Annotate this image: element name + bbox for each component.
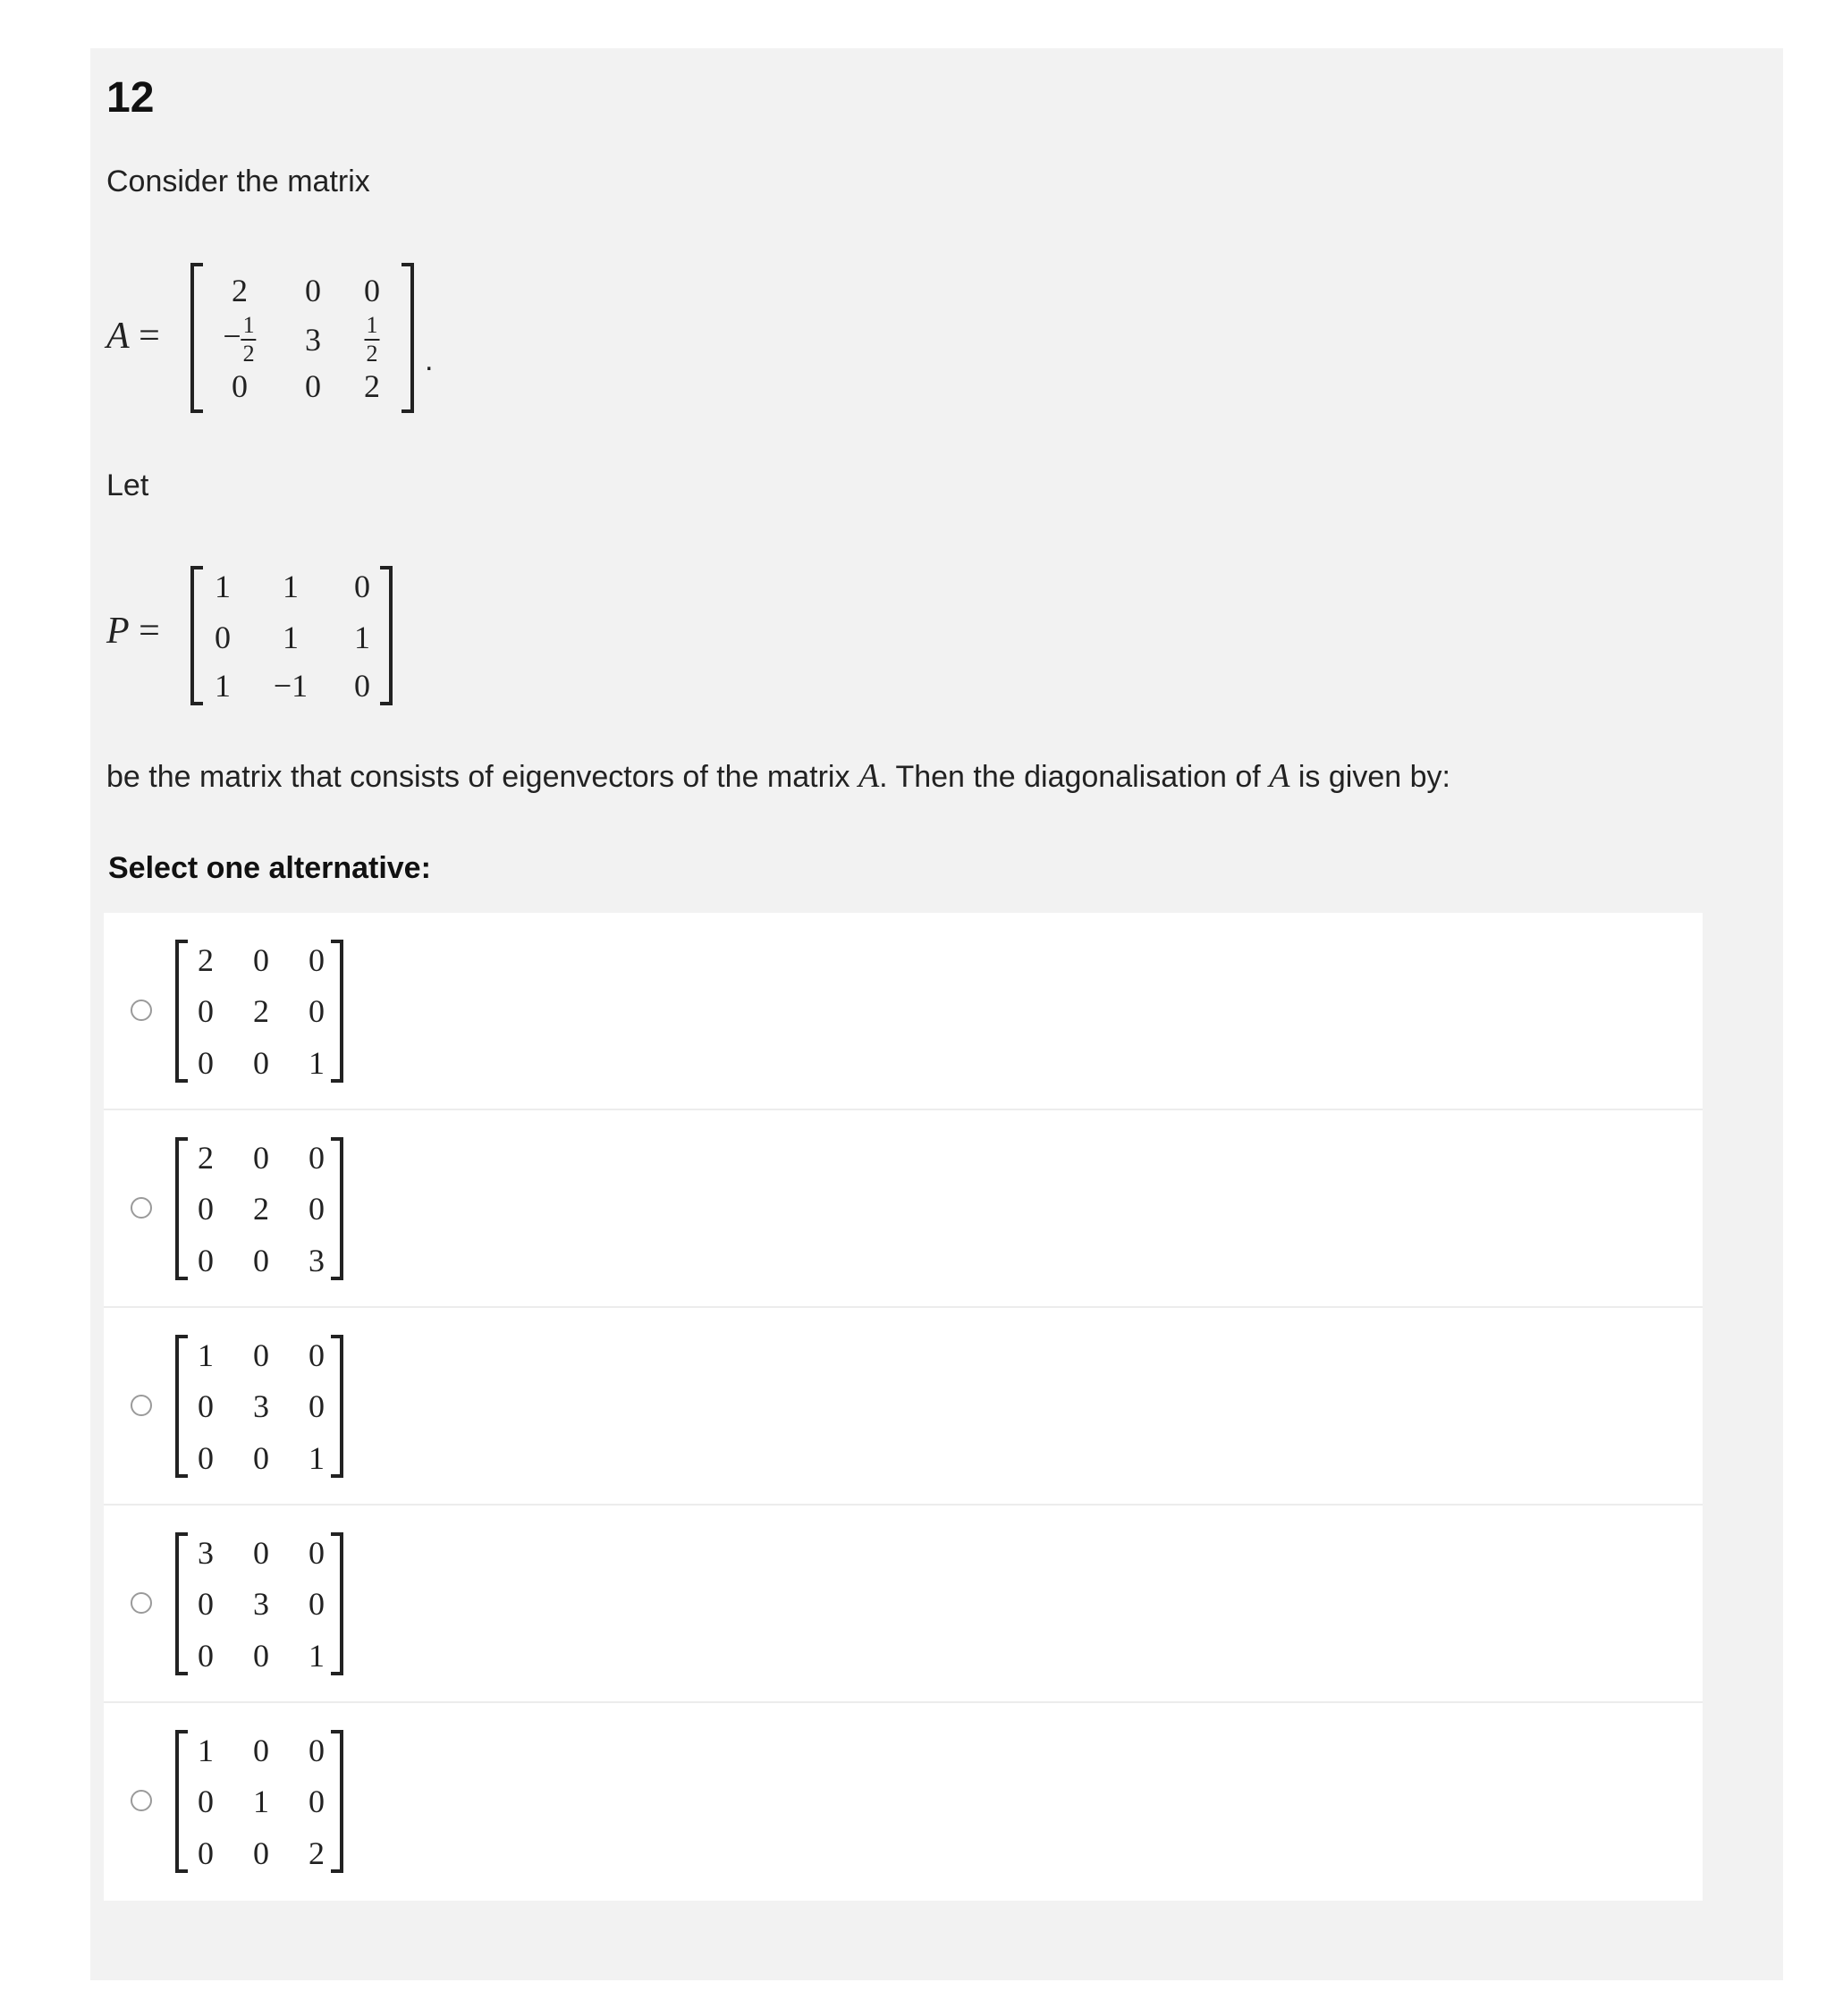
- option-5-matrix-cell-r3c3: 2: [309, 1835, 325, 1871]
- matrix-a-cell-r3c1: 0: [232, 368, 248, 404]
- question-number: 12: [106, 74, 155, 122]
- option-5-matrix-cell-r2c2: 1: [253, 1784, 269, 1819]
- matrix-a-cell-r3c2: 0: [305, 368, 321, 404]
- option-2-matrix-cell-r1c3: 0: [309, 1140, 325, 1176]
- option-5[interactable]: [104, 1703, 1703, 1901]
- option-3-matrix-cell-r2c1: 0: [198, 1388, 214, 1424]
- option-5-matrix-cell-r1c2: 0: [253, 1733, 269, 1768]
- option-4-matrix-cell-r1c1: 3: [198, 1535, 214, 1571]
- question-sentence: [106, 756, 1450, 796]
- option-3-matrix-cell-r3c3: 1: [309, 1440, 325, 1476]
- option-5-matrix-cell-r1c1: 1: [198, 1733, 214, 1768]
- option-5-matrix-cell-r2c3: 0: [309, 1784, 325, 1819]
- option-5-matrix: [175, 1730, 343, 1873]
- option-5-matrix-cell-r3c1: 0: [198, 1835, 214, 1871]
- left-bracket: [175, 1137, 188, 1280]
- radio-unselected-icon[interactable]: [131, 1592, 152, 1614]
- option-5-matrix-cell-r1c3: 0: [309, 1733, 325, 1768]
- option-3-matrix-cell-r1c3: 0: [309, 1337, 325, 1373]
- matrix-p-cell-r2c3: 1: [354, 620, 370, 655]
- right-bracket: [331, 1730, 343, 1873]
- option-4-matrix-cell-r2c3: 0: [309, 1586, 325, 1622]
- matrix-p-cell-r1c2: 1: [283, 569, 299, 604]
- matrix-a-variable: A: [106, 316, 130, 357]
- right-bracket: [331, 1532, 343, 1675]
- option-3-matrix-cell-r2c3: 0: [309, 1388, 325, 1424]
- option-2-matrix-cell-r2c1: 0: [198, 1191, 214, 1227]
- option-2-matrix-cell-r1c2: 0: [253, 1140, 269, 1176]
- radio-unselected-icon[interactable]: [131, 1000, 152, 1021]
- radio-unselected-icon[interactable]: [131, 1197, 152, 1219]
- option-4-matrix-cell-r3c2: 0: [253, 1638, 269, 1674]
- matrix-a-cell-r2c2: 3: [305, 322, 321, 358]
- right-bracket: [380, 566, 393, 705]
- equals-sign: =: [129, 611, 160, 652]
- question-panel: [90, 48, 1783, 1980]
- matrix-p-cell-r2c1: 0: [215, 620, 231, 655]
- equals-sign: =: [129, 316, 160, 357]
- sentence-part-2: . Then the diagonalisation of: [879, 760, 1261, 794]
- matrix-a-cell-r2c1: − $\frac{1}{2}$: [223, 312, 255, 367]
- matrix-a-label: [106, 315, 160, 358]
- sentence-part-1: be the matrix that consists of eigenvectors of the matrix: [106, 760, 850, 794]
- left-bracket: [190, 566, 203, 705]
- matrix-a-cell-r1c2: 0: [305, 273, 321, 308]
- right-bracket: [402, 263, 414, 413]
- matrix-p-variable: P: [106, 611, 130, 652]
- option-1-matrix-cell-r2c2: 2: [253, 993, 269, 1029]
- option-4-matrix-cell-r3c1: 0: [198, 1638, 214, 1674]
- option-1-matrix-cell-r1c3: 0: [309, 942, 325, 978]
- left-bracket: [175, 1335, 188, 1478]
- options-list: [104, 913, 1703, 1901]
- matrix-p-cell-r3c2: −1: [273, 668, 309, 704]
- option-2-matrix-cell-r3c2: 0: [253, 1243, 269, 1278]
- option-3-matrix: [175, 1335, 343, 1478]
- matrix-a-cell-r2c3: $\frac{1}{2}$: [366, 312, 378, 367]
- option-3-matrix-cell-r2c2: 3: [253, 1388, 269, 1424]
- option-2-matrix-cell-r3c3: 3: [309, 1243, 325, 1278]
- option-1-matrix-cell-r2c3: 0: [309, 993, 325, 1029]
- matrix-a-cell-r1c1: 2: [232, 273, 248, 308]
- option-1-matrix-cell-r3c3: 1: [309, 1045, 325, 1081]
- option-2-matrix-cell-r2c3: 0: [309, 1191, 325, 1227]
- option-4-matrix: [175, 1532, 343, 1675]
- let-text: Let: [106, 468, 149, 502]
- select-title: Select one alternative:: [108, 851, 431, 885]
- radio-unselected-icon[interactable]: [131, 1395, 152, 1416]
- option-4-matrix-cell-r1c3: 0: [309, 1535, 325, 1571]
- period: .: [425, 343, 434, 377]
- sentence-part-3: is given by:: [1298, 760, 1450, 794]
- option-1-matrix-cell-r3c2: 0: [253, 1045, 269, 1081]
- option-5-matrix-cell-r2c1: 0: [198, 1784, 214, 1819]
- matrix-p: [190, 566, 393, 705]
- matrix-a-cell-r3c3: 2: [364, 368, 380, 404]
- matrix-p-cell-r2c2: 1: [283, 620, 299, 655]
- left-bracket: [175, 940, 188, 1083]
- option-4-matrix-cell-r3c3: 1: [309, 1638, 325, 1674]
- option-2-matrix-cell-r3c1: 0: [198, 1243, 214, 1278]
- matrix-p-label: [106, 610, 160, 653]
- option-4-matrix-cell-r1c2: 0: [253, 1535, 269, 1571]
- right-bracket: [331, 1137, 343, 1280]
- option-1-matrix: [175, 940, 343, 1083]
- option-2-matrix-cell-r1c1: 2: [198, 1140, 214, 1176]
- option-4-matrix-cell-r2c2: 3: [253, 1586, 269, 1622]
- matrix-p-cell-r3c3: 0: [354, 668, 370, 704]
- option-1-matrix-cell-r1c1: 2: [198, 942, 214, 978]
- matrix-p-cell-r1c1: 1: [215, 569, 231, 604]
- option-3-matrix-cell-r3c1: 0: [198, 1440, 214, 1476]
- matrix-p-cell-r3c1: 1: [215, 668, 231, 704]
- option-3-matrix-cell-r1c2: 0: [253, 1337, 269, 1373]
- option-1-matrix-cell-r1c2: 0: [253, 942, 269, 978]
- option-1[interactable]: [104, 913, 1703, 1110]
- option-2-matrix: [175, 1137, 343, 1280]
- matrix-a: [190, 263, 414, 413]
- left-bracket: [175, 1730, 188, 1873]
- question-intro: Consider the matrix: [106, 164, 370, 198]
- right-bracket: [331, 940, 343, 1083]
- option-1-matrix-cell-r2c1: 0: [198, 993, 214, 1029]
- left-bracket: [190, 263, 203, 413]
- matrix-a-cell-r1c3: 0: [364, 273, 380, 308]
- sentence-variable-a: A: [858, 757, 880, 795]
- left-bracket: [175, 1532, 188, 1675]
- option-3-matrix-cell-r1c1: 1: [198, 1337, 214, 1373]
- option-5-matrix-cell-r3c2: 0: [253, 1835, 269, 1871]
- radio-unselected-icon[interactable]: [131, 1790, 152, 1811]
- sentence-variable-a-2: A: [1269, 757, 1290, 795]
- option-4[interactable]: [104, 1506, 1703, 1703]
- option-3-matrix-cell-r3c2: 0: [253, 1440, 269, 1476]
- option-3[interactable]: [104, 1308, 1703, 1506]
- option-2[interactable]: [104, 1110, 1703, 1308]
- option-2-matrix-cell-r2c2: 2: [253, 1191, 269, 1227]
- option-1-matrix-cell-r3c1: 0: [198, 1045, 214, 1081]
- matrix-p-cell-r1c3: 0: [354, 569, 370, 604]
- option-4-matrix-cell-r2c1: 0: [198, 1586, 214, 1622]
- right-bracket: [331, 1335, 343, 1478]
